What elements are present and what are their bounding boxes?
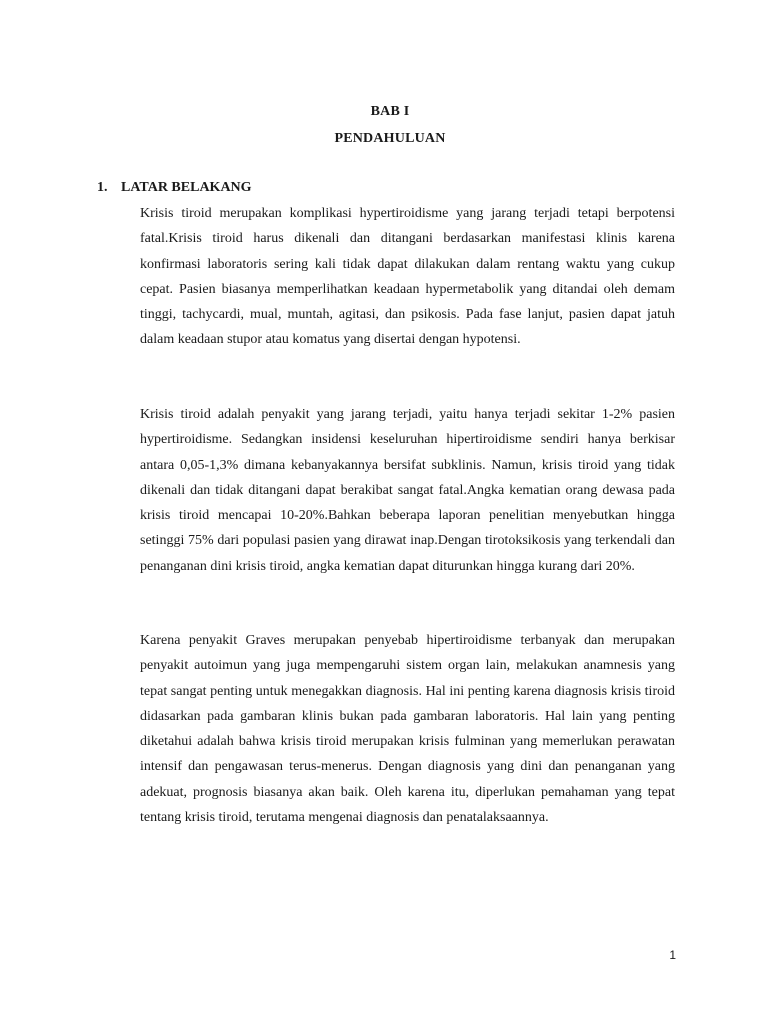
section-title: LATAR BELAKANG	[121, 180, 252, 195]
section-number: 1.	[97, 180, 108, 195]
paragraph-3: Karena penyakit Graves merupakan penyebab hipertiroidisme terbanyak dan merupakan penyakit autoimun yang juga mempengaruhi sistem organ lain, melakukan anamnesis yang tepat sangat penting untuk menegakkan diagnosis. Hal ini penting karena diagnosis krisis tiroid didasarkan pada gambaran klinis bukan pada gambaran laboratoris. Hal lain yang penting diketahui adalah bahwa krisis tiroid merupakan krisis fulminan yang memerlukan perawatan intensif dan pengawasan terus-menerus. Dengan diagnosis yang dini dan penanganan yang adekuat, prognosis biasanya akan baik. Oleh karena itu, diperlukan pemahaman yang tepat tentang krisis tiroid, terutama mengenai diagnosis dan penatalaksaannya.	[140, 633, 675, 826]
paragraph-2: Krisis tiroid adalah penyakit yang jarang terjadi, yaitu hanya terjadi sekitar 1-2% pasien hypertiroidisme. Sedangkan insidensi keseluruhan hipertiroidisme sendiri hanya berkisar antara 0,05-1,3% dimana kebanyakannya bersifat subklinis. Namun, krisis tiroid yang tidak dikenali dan tidak ditangani dapat berakibat sangat fatal.Angka kematian orang dewasa pada krisis tiroid mencapai 10-20%.Bahkan beberapa laporan penelitian menyebutkan hingga setinggi 75% dari populasi pasien yang dirawat inap.Dengan tirotoksikosis yang terkendali dan penanganan dini krisis tiroid, angka kematian dapat diturunkan hingga kurang dari 20%.	[140, 407, 675, 574]
chapter-title: PENDAHULUAN	[334, 131, 446, 146]
section-heading	[97, 180, 252, 196]
paragraph-1: Krisis tiroid merupakan komplikasi hypertiroidisme yang jarang terjadi tetapi berpotensi fatal.Krisis tiroid harus dikenali dan ditangani berdasarkan manifestasi klinis karena konfirmasi laboratoris sering kali tidak dapat dilakukan dalam rentang waktu yang cukup cepat. Pasien biasanya memperlihatkan keadaan hypermetabolik yang ditandai oleh demam tinggi, tachycardi, mual, muntah, agitasi, dan psikosis. Pada fase lanjut, pasien dapat jatuh dalam keadaan stupor atau komatus yang disertai dengan hypotensi.	[140, 206, 675, 348]
chapter-label: BAB I	[370, 104, 410, 119]
page-number: 1	[669, 948, 676, 962]
